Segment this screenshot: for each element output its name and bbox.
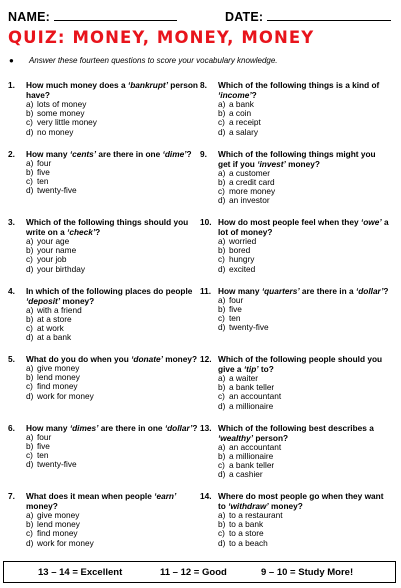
option-text: four <box>37 431 52 442</box>
option-text: four <box>37 157 52 168</box>
option-letter: a) <box>218 294 226 305</box>
option-text: at a bank <box>37 332 72 343</box>
question-stem <box>8 80 198 100</box>
answer-options <box>218 374 390 411</box>
question-13 <box>200 423 390 492</box>
question-stem <box>200 217 390 237</box>
option-text: your birthday <box>37 263 85 274</box>
question-stem <box>200 354 390 374</box>
option-letter: a) <box>218 99 226 109</box>
option-text: ten <box>229 312 241 323</box>
option-letter: c) <box>26 117 33 128</box>
question-number: 11. <box>200 285 212 296</box>
option-text: to a bank <box>229 519 264 530</box>
option-text: give money <box>37 363 80 373</box>
answer-option[interactable] <box>26 265 198 274</box>
option-text: an accountant <box>229 441 282 452</box>
option-letter: c) <box>218 117 225 128</box>
question-text: What do you do when you ‘donate’ money? <box>26 354 198 364</box>
questions-left-column <box>8 80 198 560</box>
question-3 <box>8 217 198 286</box>
option-text: a salary <box>229 126 259 137</box>
score-excellent: 13 – 14 = Excellent <box>38 567 123 578</box>
option-text: ten <box>37 175 49 186</box>
question-number: 12. <box>200 354 212 364</box>
option-letter: c) <box>218 185 225 196</box>
option-text: very little money <box>37 117 97 128</box>
question-12 <box>200 354 390 423</box>
question-1 <box>8 80 198 149</box>
option-letter: d) <box>26 537 34 548</box>
option-text: a receipt <box>229 117 261 128</box>
option-letter: b) <box>218 245 226 256</box>
name-label: NAME: <box>8 10 50 24</box>
option-text: a bank teller <box>229 459 275 470</box>
option-text: twenty-five <box>37 185 77 196</box>
option-letter: a) <box>26 510 34 520</box>
option-text: at work <box>37 322 64 333</box>
question-text: Which of the following people should you give a ‘tip’ to? <box>218 354 383 374</box>
option-text: twenty-five <box>37 459 77 470</box>
answer-option[interactable] <box>26 433 198 442</box>
option-letter: d) <box>218 263 226 274</box>
option-text: four <box>229 294 244 305</box>
option-text: a coin <box>229 108 252 119</box>
question-number: 6. <box>8 422 15 433</box>
option-text: to a beach <box>229 537 268 548</box>
option-letter: d) <box>218 126 226 137</box>
date-line[interactable] <box>267 10 391 21</box>
option-text: twenty-five <box>229 322 269 333</box>
answer-options <box>26 100 198 137</box>
question-number: 3. <box>8 217 15 227</box>
instructions-text: Answer these fourteen questions to score your vocabulary knowledge. <box>28 56 278 65</box>
name-line[interactable] <box>54 10 177 21</box>
option-letter: d) <box>218 537 226 548</box>
option-text: ten <box>37 449 49 460</box>
question-text: How many ‘cents’ are there in one ‘dime’? <box>26 148 192 159</box>
option-letter: b) <box>218 108 226 119</box>
option-letter: a) <box>26 304 34 315</box>
option-letter: a) <box>218 236 226 246</box>
option-letter: c) <box>218 254 225 265</box>
question-number: 10. <box>200 217 212 227</box>
question-number: 7. <box>8 491 15 501</box>
option-text: work for money <box>37 537 94 548</box>
instructions <box>9 56 394 65</box>
option-letter: d) <box>26 332 34 343</box>
option-text: an investor <box>229 195 270 206</box>
answer-options <box>218 443 390 480</box>
question-number: 5. <box>8 354 15 364</box>
score-study-more: 9 – 10 = Study More! <box>261 567 354 578</box>
option-letter: a) <box>218 510 226 520</box>
answer-option[interactable] <box>26 186 198 195</box>
answer-options <box>218 237 390 274</box>
answer-options <box>26 433 198 470</box>
option-letter: b) <box>26 166 34 177</box>
option-letter: c) <box>218 312 225 323</box>
question-11 <box>200 286 390 355</box>
question-stem <box>8 286 198 306</box>
answer-option[interactable] <box>26 539 198 548</box>
option-letter: d) <box>26 459 34 470</box>
option-letter: b) <box>218 519 226 530</box>
question-6 <box>8 423 198 492</box>
question-number: 8. <box>200 80 207 90</box>
option-letter: d) <box>26 185 34 196</box>
answer-options <box>26 237 198 274</box>
option-text: five <box>229 303 242 314</box>
option-letter: b) <box>26 108 34 119</box>
question-number: 2. <box>8 148 15 159</box>
answer-option[interactable] <box>26 168 198 177</box>
question-8 <box>200 80 390 149</box>
option-text: at a store <box>37 313 72 324</box>
option-text: your name <box>37 245 77 256</box>
date-label: DATE: <box>225 10 264 24</box>
option-text: hungry <box>229 254 255 265</box>
option-text: a waiter <box>229 373 259 383</box>
question-text: Which of the following best describes a ‘wealthy’ person? <box>218 422 374 443</box>
option-letter: a) <box>218 373 226 383</box>
answer-option[interactable] <box>218 128 390 137</box>
option-letter: a) <box>26 363 34 373</box>
option-letter: c) <box>26 254 33 265</box>
option-text: your job <box>37 254 67 265</box>
question-text: Which of the following things might you get if you ‘invest’ money? <box>218 148 376 169</box>
option-text: five <box>37 166 50 177</box>
option-text: bored <box>229 245 251 256</box>
option-letter: c) <box>26 322 33 333</box>
option-letter: b) <box>218 382 226 393</box>
scoring-box <box>3 561 396 583</box>
option-letter: b) <box>26 313 34 324</box>
option-letter: b) <box>26 519 34 530</box>
answer-options <box>218 100 390 137</box>
option-letter: b) <box>26 245 34 256</box>
answer-option[interactable] <box>218 539 390 548</box>
question-stem <box>200 149 390 169</box>
answer-option[interactable] <box>26 159 198 168</box>
option-letter: c) <box>218 459 225 470</box>
answer-options <box>26 159 198 196</box>
option-letter: d) <box>218 400 226 411</box>
name-field[interactable] <box>8 10 177 24</box>
question-text: How many ‘dimes’ are there in one ‘dollar’? <box>26 422 198 433</box>
answer-options <box>26 306 198 343</box>
option-text: to a store <box>229 528 264 539</box>
option-letter: a) <box>218 167 226 178</box>
option-letter: a) <box>26 99 34 109</box>
question-number: 9. <box>200 148 207 159</box>
option-letter: c) <box>26 528 33 539</box>
answer-option[interactable] <box>26 128 198 137</box>
question-14 <box>200 491 390 560</box>
question-text: Which of the following things is a kind of ‘income’? <box>218 80 380 100</box>
option-text: a credit card <box>229 176 275 187</box>
question-stem <box>8 491 198 511</box>
option-text: five <box>37 440 50 451</box>
question-text: How many ‘quarters’ are there in a ‘dollar’? <box>218 285 389 296</box>
answer-options <box>26 511 198 548</box>
option-letter: b) <box>26 372 34 383</box>
answer-option[interactable] <box>218 402 390 411</box>
option-text: some money <box>37 108 85 119</box>
question-2 <box>8 149 198 218</box>
option-text: a millionaire <box>229 450 274 461</box>
question-4 <box>8 286 198 355</box>
option-letter: a) <box>26 157 34 168</box>
question-stem <box>8 217 198 237</box>
answer-option[interactable] <box>26 392 198 401</box>
question-7 <box>8 491 198 560</box>
question-5 <box>8 354 198 423</box>
answer-options <box>218 296 390 333</box>
option-letter: c) <box>26 381 33 392</box>
option-text: find money <box>37 528 78 539</box>
option-letter: d) <box>26 263 34 274</box>
question-text: How do most people feel when they ‘owe’ a lot of money? <box>218 217 389 237</box>
option-text: an accountant <box>229 391 282 402</box>
answer-option[interactable] <box>218 196 390 205</box>
option-letter: a) <box>26 431 34 442</box>
option-text: with a friend <box>37 304 82 315</box>
option-letter: c) <box>218 528 225 539</box>
option-letter: d) <box>26 390 34 401</box>
question-text: How much money does a ‘bankrupt’ person have? <box>26 80 198 100</box>
question-10 <box>200 217 390 286</box>
option-text: your age <box>37 236 70 246</box>
quiz-title: QUIZ: MONEY, MONEY, MONEY <box>8 28 315 47</box>
option-text: lots of money <box>37 99 87 109</box>
question-9 <box>200 149 390 218</box>
question-stem <box>200 80 390 100</box>
option-letter: c) <box>26 175 33 186</box>
answer-option[interactable] <box>218 296 390 305</box>
option-letter: d) <box>218 469 226 480</box>
option-text: worried <box>229 236 257 246</box>
answer-option[interactable] <box>26 460 198 469</box>
question-stem <box>200 423 390 443</box>
option-text: a bank teller <box>229 382 275 393</box>
answer-option[interactable] <box>218 305 390 314</box>
option-letter: b) <box>218 176 226 187</box>
question-stem <box>200 286 390 296</box>
bullet-icon: ● <box>9 56 14 65</box>
option-letter: a) <box>26 236 34 246</box>
option-letter: a) <box>218 441 226 452</box>
answer-options <box>26 364 198 401</box>
answer-option[interactable] <box>26 333 198 342</box>
question-number: 1. <box>8 80 15 90</box>
answer-option[interactable] <box>218 265 390 274</box>
question-stem <box>8 423 198 433</box>
option-letter: c) <box>218 391 225 402</box>
question-stem <box>8 149 198 159</box>
question-text: What does it mean when people ‘earn’ money? <box>26 491 177 511</box>
answer-option[interactable] <box>218 323 390 332</box>
questions-right-column <box>200 80 390 560</box>
question-number: 14. <box>200 491 212 501</box>
score-good: 11 – 12 = Good <box>160 567 227 578</box>
option-text: to a restaurant <box>229 510 283 520</box>
option-text: find money <box>37 381 78 392</box>
answer-option[interactable] <box>26 442 198 451</box>
option-text: more money <box>229 185 276 196</box>
option-text: give money <box>37 510 80 520</box>
question-number: 13. <box>200 422 212 433</box>
option-letter: d) <box>218 195 226 206</box>
option-text: a cashier <box>229 469 263 480</box>
answer-options <box>218 511 390 548</box>
question-text: Where do most people go when they want to ‘withdraw’ money? <box>218 491 384 511</box>
option-text: a customer <box>229 167 271 178</box>
option-text: lend money <box>37 519 80 530</box>
date-field[interactable] <box>225 10 391 24</box>
option-letter: d) <box>218 322 226 333</box>
option-letter: d) <box>26 126 34 137</box>
question-stem <box>200 491 390 511</box>
option-letter: b) <box>26 440 34 451</box>
option-letter: b) <box>218 303 226 314</box>
answer-option[interactable] <box>218 470 390 479</box>
option-text: lend money <box>37 372 80 383</box>
question-number: 4. <box>8 285 15 296</box>
option-letter: c) <box>26 449 33 460</box>
option-text: a bank <box>229 99 254 109</box>
question-text: Which of the following things should you write on a ‘check’? <box>26 217 189 237</box>
option-text: excited <box>229 263 256 274</box>
option-text: a millionaire <box>229 400 274 411</box>
option-letter: b) <box>218 450 226 461</box>
option-text: work for money <box>37 390 94 401</box>
answer-options <box>218 169 390 206</box>
option-text: no money <box>37 126 74 137</box>
question-text: In which of the following places do people ‘deposit’ money? <box>26 285 193 306</box>
